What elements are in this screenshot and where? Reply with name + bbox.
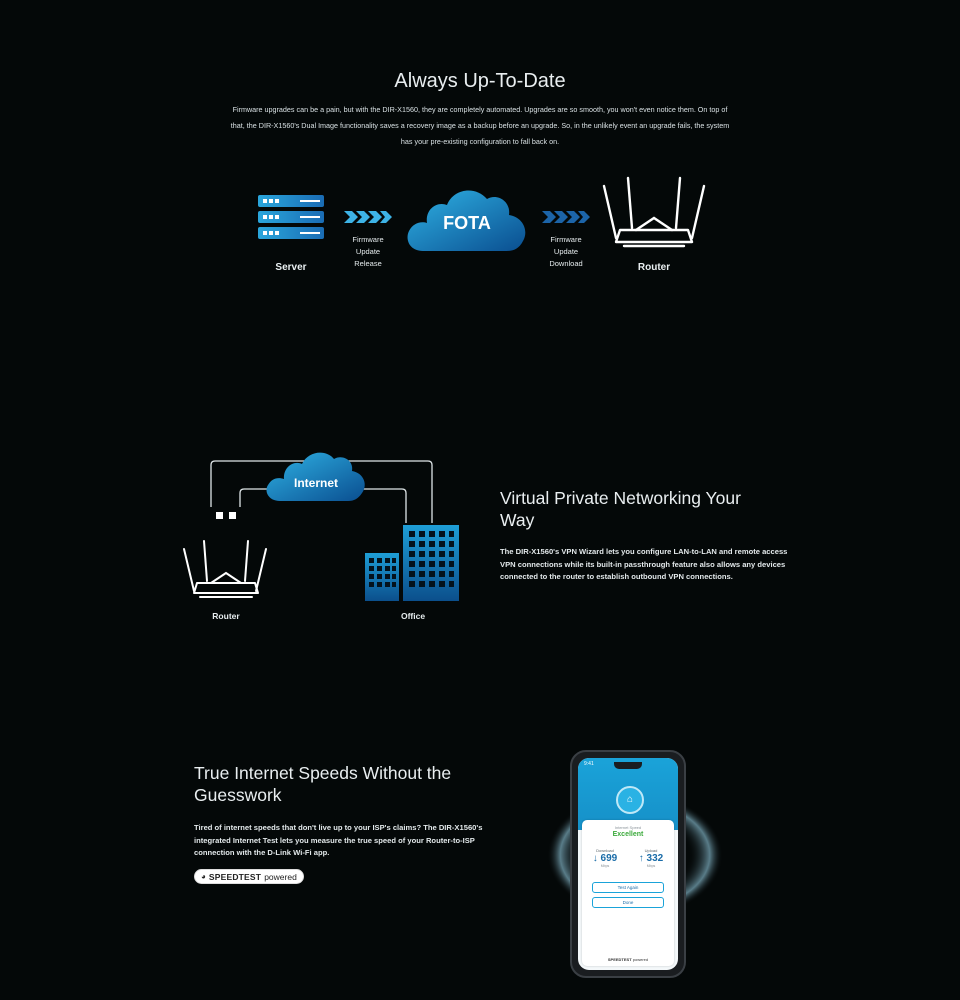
- fota-body: Firmware upgrades can be a pain, but with the DIR-X1560, they are completely automated. Upgrades are so smooth, you won't even notice them. On top of that, the DIR-X1560's Dual Image functionality saves a recovery image as a backup before an upgrade. So, in the unlikely event an upgrade fails, the system has your pre-existing configuration to fall back on.: [230, 105, 730, 146]
- vpn-diagram: [180, 445, 470, 625]
- server-label: Server: [275, 262, 307, 273]
- chevrons-right-icon: [542, 211, 592, 223]
- test-again-button[interactable]: Test Again: [592, 882, 664, 893]
- arrow-down-icon: ↓: [592, 853, 598, 864]
- result-card: [582, 820, 674, 966]
- speedometer-icon: ◕: [201, 872, 206, 881]
- speed-body: Tired of internet speeds that don't live up to your ISP's claims? The DIR-X1560's integrated Internet Test lets you measure the true speed of your Router-to-ISP connection with the D-Link Wi-Fi app.: [194, 823, 483, 858]
- download-unit: Mbps: [600, 864, 610, 868]
- phone-frame: [570, 750, 686, 978]
- speedtest-badge: [194, 869, 304, 884]
- badge-suffix: powered: [264, 871, 297, 882]
- download-label: Download: [596, 848, 614, 853]
- upload-label: Upload: [644, 848, 658, 853]
- fota-cloud-label: FOTA: [443, 213, 491, 233]
- fota-title: Always Up-To-Date: [394, 70, 566, 92]
- router-icon: [602, 176, 706, 254]
- phone-footer-badge: SPEEDTEST powered: [607, 957, 649, 962]
- firmware-download-label: Firmware Update Download: [549, 235, 583, 268]
- upload-value: 332: [646, 853, 664, 864]
- upload-unit: Mbps: [646, 864, 656, 868]
- vpn-body: The DIR-X1560's VPN Wizard lets you configure LAN-to-LAN and remote access VPN connections while its built-in passthrough feature also allows any devices connected to the router to establish outbound VPN connections.: [500, 547, 788, 582]
- phone-notch: [614, 762, 642, 769]
- server-icon: [258, 195, 324, 241]
- arrow-up-icon: ↑: [638, 853, 644, 864]
- router-label: Router: [637, 262, 671, 273]
- badge-brand: SPEEDTEST: [208, 871, 262, 882]
- speed-title: True Internet Speeds Without the Guesswork: [194, 763, 452, 805]
- internet-cloud-label: Internet: [293, 476, 338, 490]
- rating-text: Excellent: [612, 831, 644, 838]
- firmware-release-label: Firmware Update Release: [352, 235, 384, 268]
- status-time: 9:41: [584, 761, 594, 767]
- vpn-title: Virtual Private Networking Your Way: [500, 488, 741, 530]
- vpn-router-label: Router: [212, 611, 240, 621]
- office-label: Office: [400, 611, 426, 621]
- done-button[interactable]: Done: [592, 897, 664, 908]
- speed-caption: Internet Speed: [614, 825, 642, 830]
- chevrons-right-icon: [344, 211, 394, 223]
- phone-screen: [578, 758, 678, 970]
- router-icon: ⌂: [616, 786, 644, 814]
- download-value: 699: [600, 853, 618, 864]
